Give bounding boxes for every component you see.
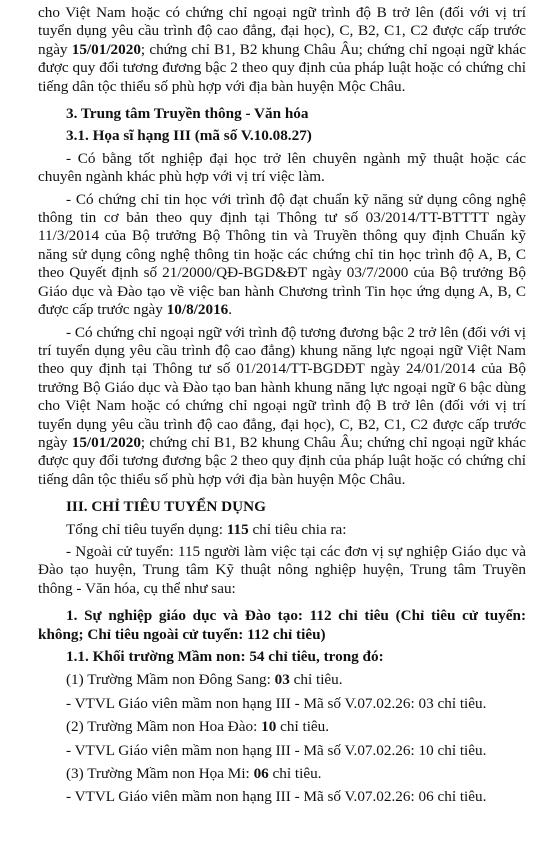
heading-section-1-1: 1.1. Khối trường Mầm non: 54 chỉ tiêu, trong đó: xyxy=(66,648,384,665)
list-text: - VTVL Giáo viên mầm non hạng III - Mã số V.07.02.26: 10 chỉ tiêu. xyxy=(66,741,487,759)
date-bold: 15/01/2020 xyxy=(71,433,141,451)
list-text: chỉ tiêu. xyxy=(276,718,330,736)
text-span: chỉ tiêu chia ra: xyxy=(248,520,347,538)
list-item xyxy=(38,671,526,689)
list-number: 10 xyxy=(261,718,277,736)
list-item xyxy=(38,742,526,760)
text-span: - Có chứng chỉ tin học với trình độ đạt chuẩn kỹ năng sử dụng công nghệ thông tin cơ bản theo quy định tại Thông tư số 03/2014/TT-BTTTT ngày 11/3/2014 của Bộ trưởng Bộ Thông tin và Truyền thông quy định Chuẩn kỹ năng sử dụng công nghệ thông tin hoặc các chứng chỉ tin học trình độ A, B, C theo Quyết định số 21/2000/QĐ-BGD&ĐT ngày 03/7/2000 của Bộ trưởng Bộ Giáo dục và Đào tạo về việc ban hành Chương trình Tin học ứng dụng A, B, C được cấp trước ngày xyxy=(38,190,526,319)
paragraph-non-selection: - Ngoài cử tuyển: 115 người làm việc tại các đơn vị sự nghiệp Giáo dục và Đào tạo huyện, Trung tâm Kỹ thuật nông nghiệp huyện, Trung tâm Truyền thông - Văn hóa, cụ thể như sau: xyxy=(38,542,526,597)
kindergarten-list xyxy=(38,671,526,806)
paragraph-language-cert xyxy=(38,324,526,490)
list-item xyxy=(38,695,526,713)
paragraph-degree: - Có bằng tốt nghiệp đại học trở lên chuyên ngành mỹ thuật hoặc các chuyên ngành khác phù hợp với vị trí việc làm. xyxy=(38,149,526,186)
list-text: chỉ tiêu. xyxy=(268,765,322,783)
list-text: (1) Trường Mầm non Đông Sang: xyxy=(66,671,275,689)
text-span: . xyxy=(228,301,233,319)
date-bold: 10/8/2016 xyxy=(166,301,229,319)
list-text: (2) Trường Mầm non Hoa Đào: xyxy=(66,718,262,736)
heading-section-III: III. CHỈ TIÊU TUYỂN DỤNG xyxy=(66,498,266,516)
list-item xyxy=(38,788,526,806)
date-bold: 15/01/2020 xyxy=(71,40,141,58)
list-text: - VTVL Giáo viên mầm non hạng III - Mã số V.07.02.26: 03 chỉ tiêu. xyxy=(66,694,487,712)
heading-section-3: 3. Trung tâm Truyền thông - Văn hóa xyxy=(66,105,309,123)
text-span: Tổng chỉ tiêu tuyển dụng: xyxy=(66,520,227,538)
total-number: 115 xyxy=(226,520,249,538)
paragraph-foreign-language-cont xyxy=(38,4,526,96)
list-number: 06 xyxy=(253,765,269,783)
text-span: - Có chứng chỉ ngoại ngữ với trình độ tương đương bậc 2 trở lên (đối với vị trí tuyển dụng yêu cầu trình độ cao đẳng) khung năng lực ngoại ngữ Việt Nam theo quy định tại Thông tư số 01/2014/TT-BGDĐT ngày 24/01/2014 của Bộ trưởng Bộ Giáo dục và Đào tạo ban hành khung năng lực ngoại ngữ 6 bậc dùng cho Việt Nam hoặc có chứng chỉ ngoại ngữ trình độ B trở lên (đối với vị trí tuyển dụng yêu cầu trình độ cao đẳng, đại học), C, B2, C1, C2 được cấp trước ngày xyxy=(38,323,526,451)
list-text: chỉ tiêu. xyxy=(289,671,343,689)
text-span: ; chứng chỉ B1, B2 khung Châu Âu; chứng chỉ ngoại ngữ khác được quy đổi tương đương bậc 2 theo quy định của pháp luật hoặc có chứng chỉ tiếng dân tộc thiểu số phù hợp với địa bàn huyện Mộc Châu. xyxy=(38,40,526,95)
list-item xyxy=(38,765,526,783)
list-text: - VTVL Giáo viên mầm non hạng III - Mã số V.07.02.26: 06 chỉ tiêu. xyxy=(66,788,487,806)
list-text: (3) Trường Mầm non Họa Mi: xyxy=(66,765,254,783)
heading-section-1: 1. Sự nghiệp giáo dục và Đào tạo: 112 chỉ tiêu (Chỉ tiêu cử tuyển: không; Chỉ tiêu ngoài cử tuyển: 112 chỉ tiêu) xyxy=(38,607,526,643)
list-number: 03 xyxy=(274,671,290,689)
text-span: ; chứng chỉ B1, B2 khung Châu Âu; chứng chỉ ngoại ngữ khác được quy đổi tương đương bậc 2 theo quy định của pháp luật hoặc có chứng chỉ tiếng dân tộc thiểu số phù hợp với địa bàn huyện Mộc Châu. xyxy=(38,433,526,488)
list-item xyxy=(38,718,526,736)
paragraph-it-cert xyxy=(38,191,526,320)
text-span: cho Việt Nam hoặc có chứng chỉ ngoại ngữ trình độ B trở lên (đối với vị trí tuyển dụng yêu cầu trình độ cao đẳng, đại học), C, B2, C1, C2 được cấp trước ngày xyxy=(38,4,526,58)
paragraph-total-quota xyxy=(38,521,526,539)
heading-section-3-1: 3.1. Họa sĩ hạng III (mã số V.10.08.27) xyxy=(66,127,312,145)
